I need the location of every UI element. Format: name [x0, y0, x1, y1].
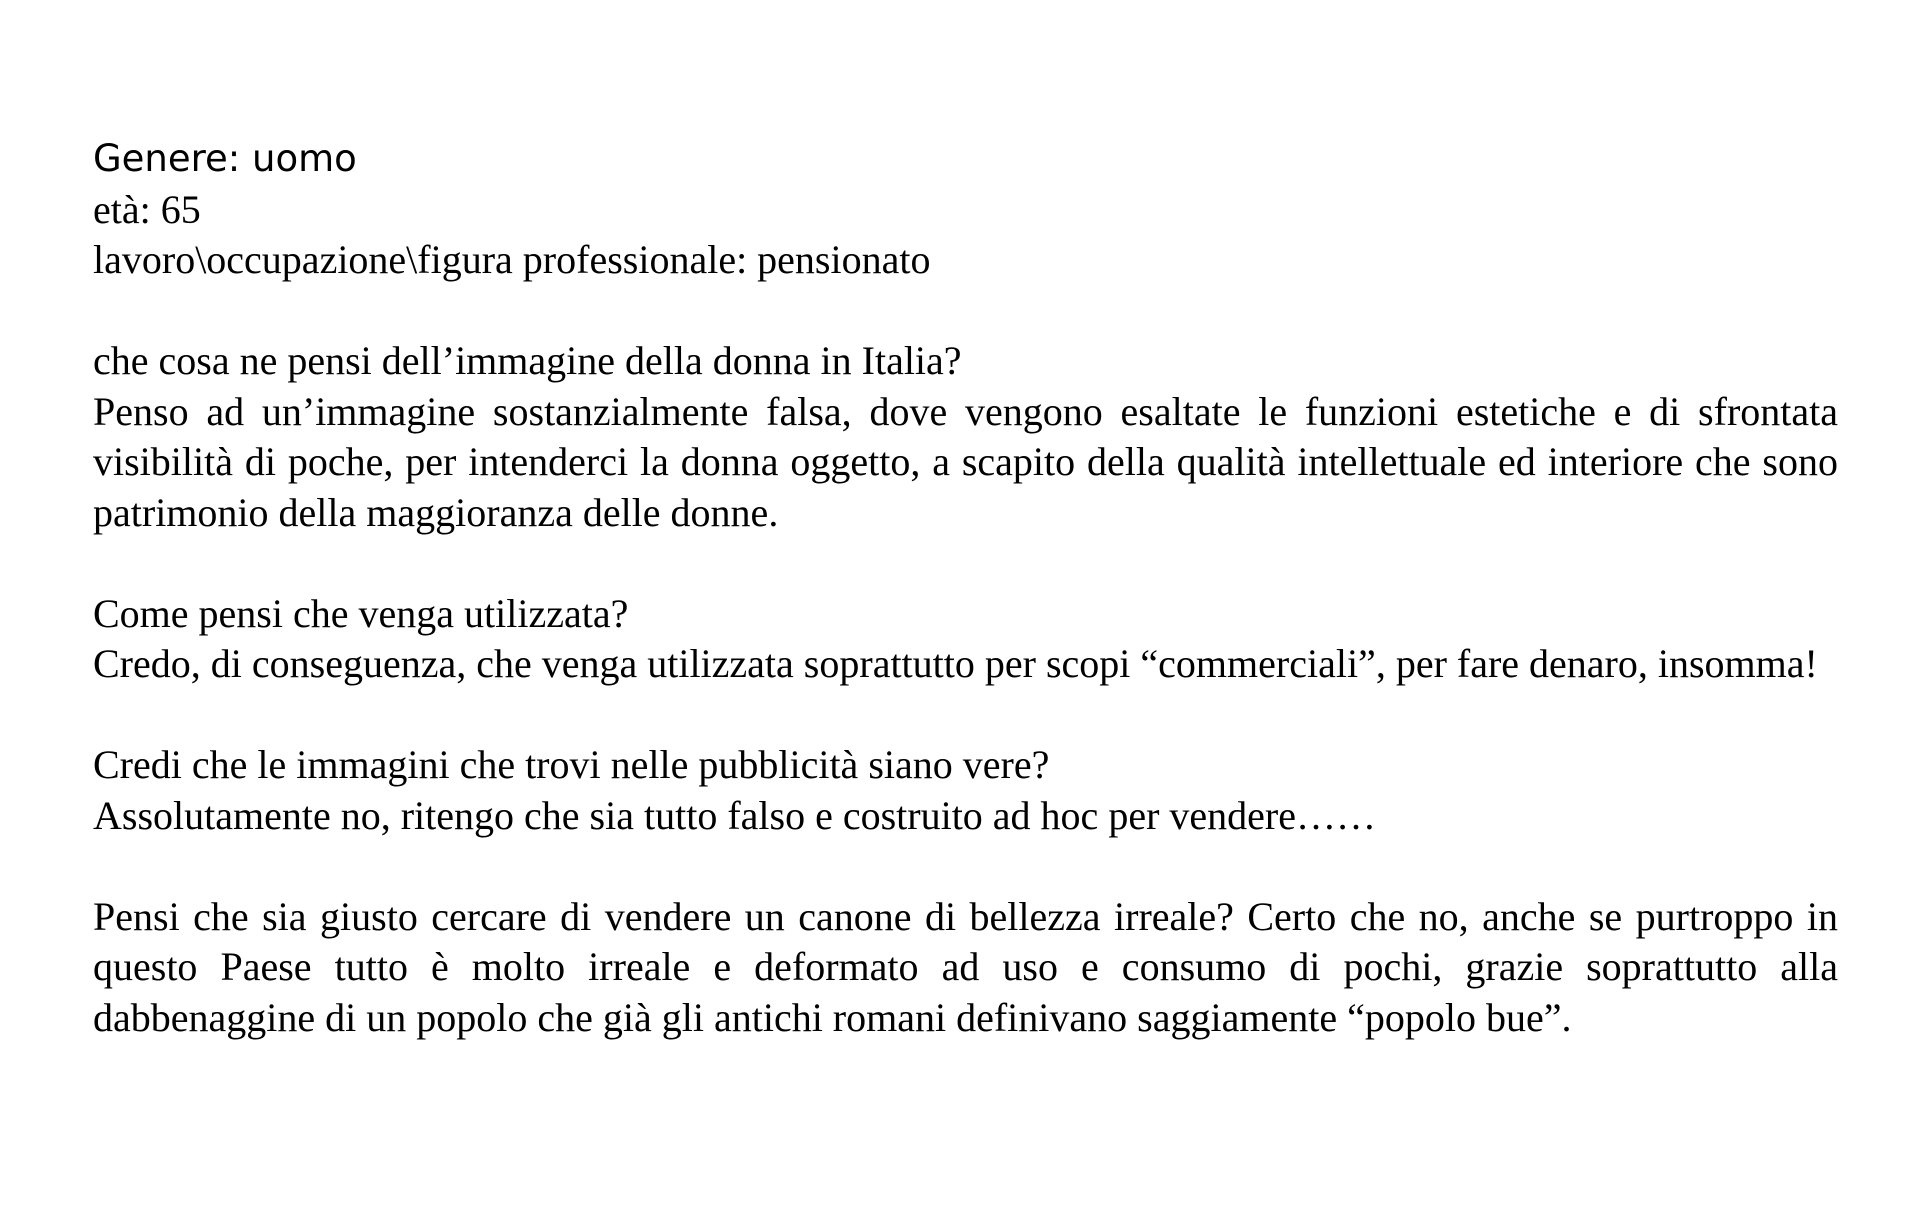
question-3: Credi che le immagini che trovi nelle pubblicità siano vere?: [93, 742, 1050, 787]
age-line: età: 65: [93, 186, 201, 232]
question-answer-4: Pensi che sia giusto cercare di vendere un canone di bellezza irreale? Certo che no, anche se purtroppo in questo Paese tutto è molto irreale e deformato ad uso e consumo di pochi, grazie soprattutto alla dabbenaggine di un popolo che già gli antichi romani definivano saggiamente “popolo bue”.: [93, 893, 1838, 1040]
answer-2: Credo, di conseguenza, che venga utilizzata soprattutto per scopi “commerciali”, per fare denaro, insomma!: [93, 641, 1818, 686]
gender-line: Genere: uomo: [93, 137, 357, 180]
occupation-line: lavoro\occupazione\figura professionale: pensionato: [93, 237, 931, 282]
spacer: [93, 538, 1838, 589]
answer-3: Assolutamente no, ritengo che sia tutto falso e costruito ad hoc per vendere……: [93, 792, 1376, 838]
question-1: che cosa ne pensi dell’immagine della donna in Italia?: [93, 338, 962, 383]
question-2: Come pensi che venga utilizzata?: [93, 590, 629, 636]
spacer: [93, 841, 1838, 892]
document-page: [93, 134, 1838, 1043]
answer-1: Penso ad un’immagine sostanzialmente falsa, dove vengono esaltate le funzioni estetiche e di sfrontata visibilità di poche, per intenderci la donna oggetto, a scapito della qualità intellettuale ed interiore che sono patrimonio della maggioranza delle donne.: [93, 388, 1838, 535]
spacer: [93, 690, 1838, 741]
spacer: [93, 286, 1838, 337]
